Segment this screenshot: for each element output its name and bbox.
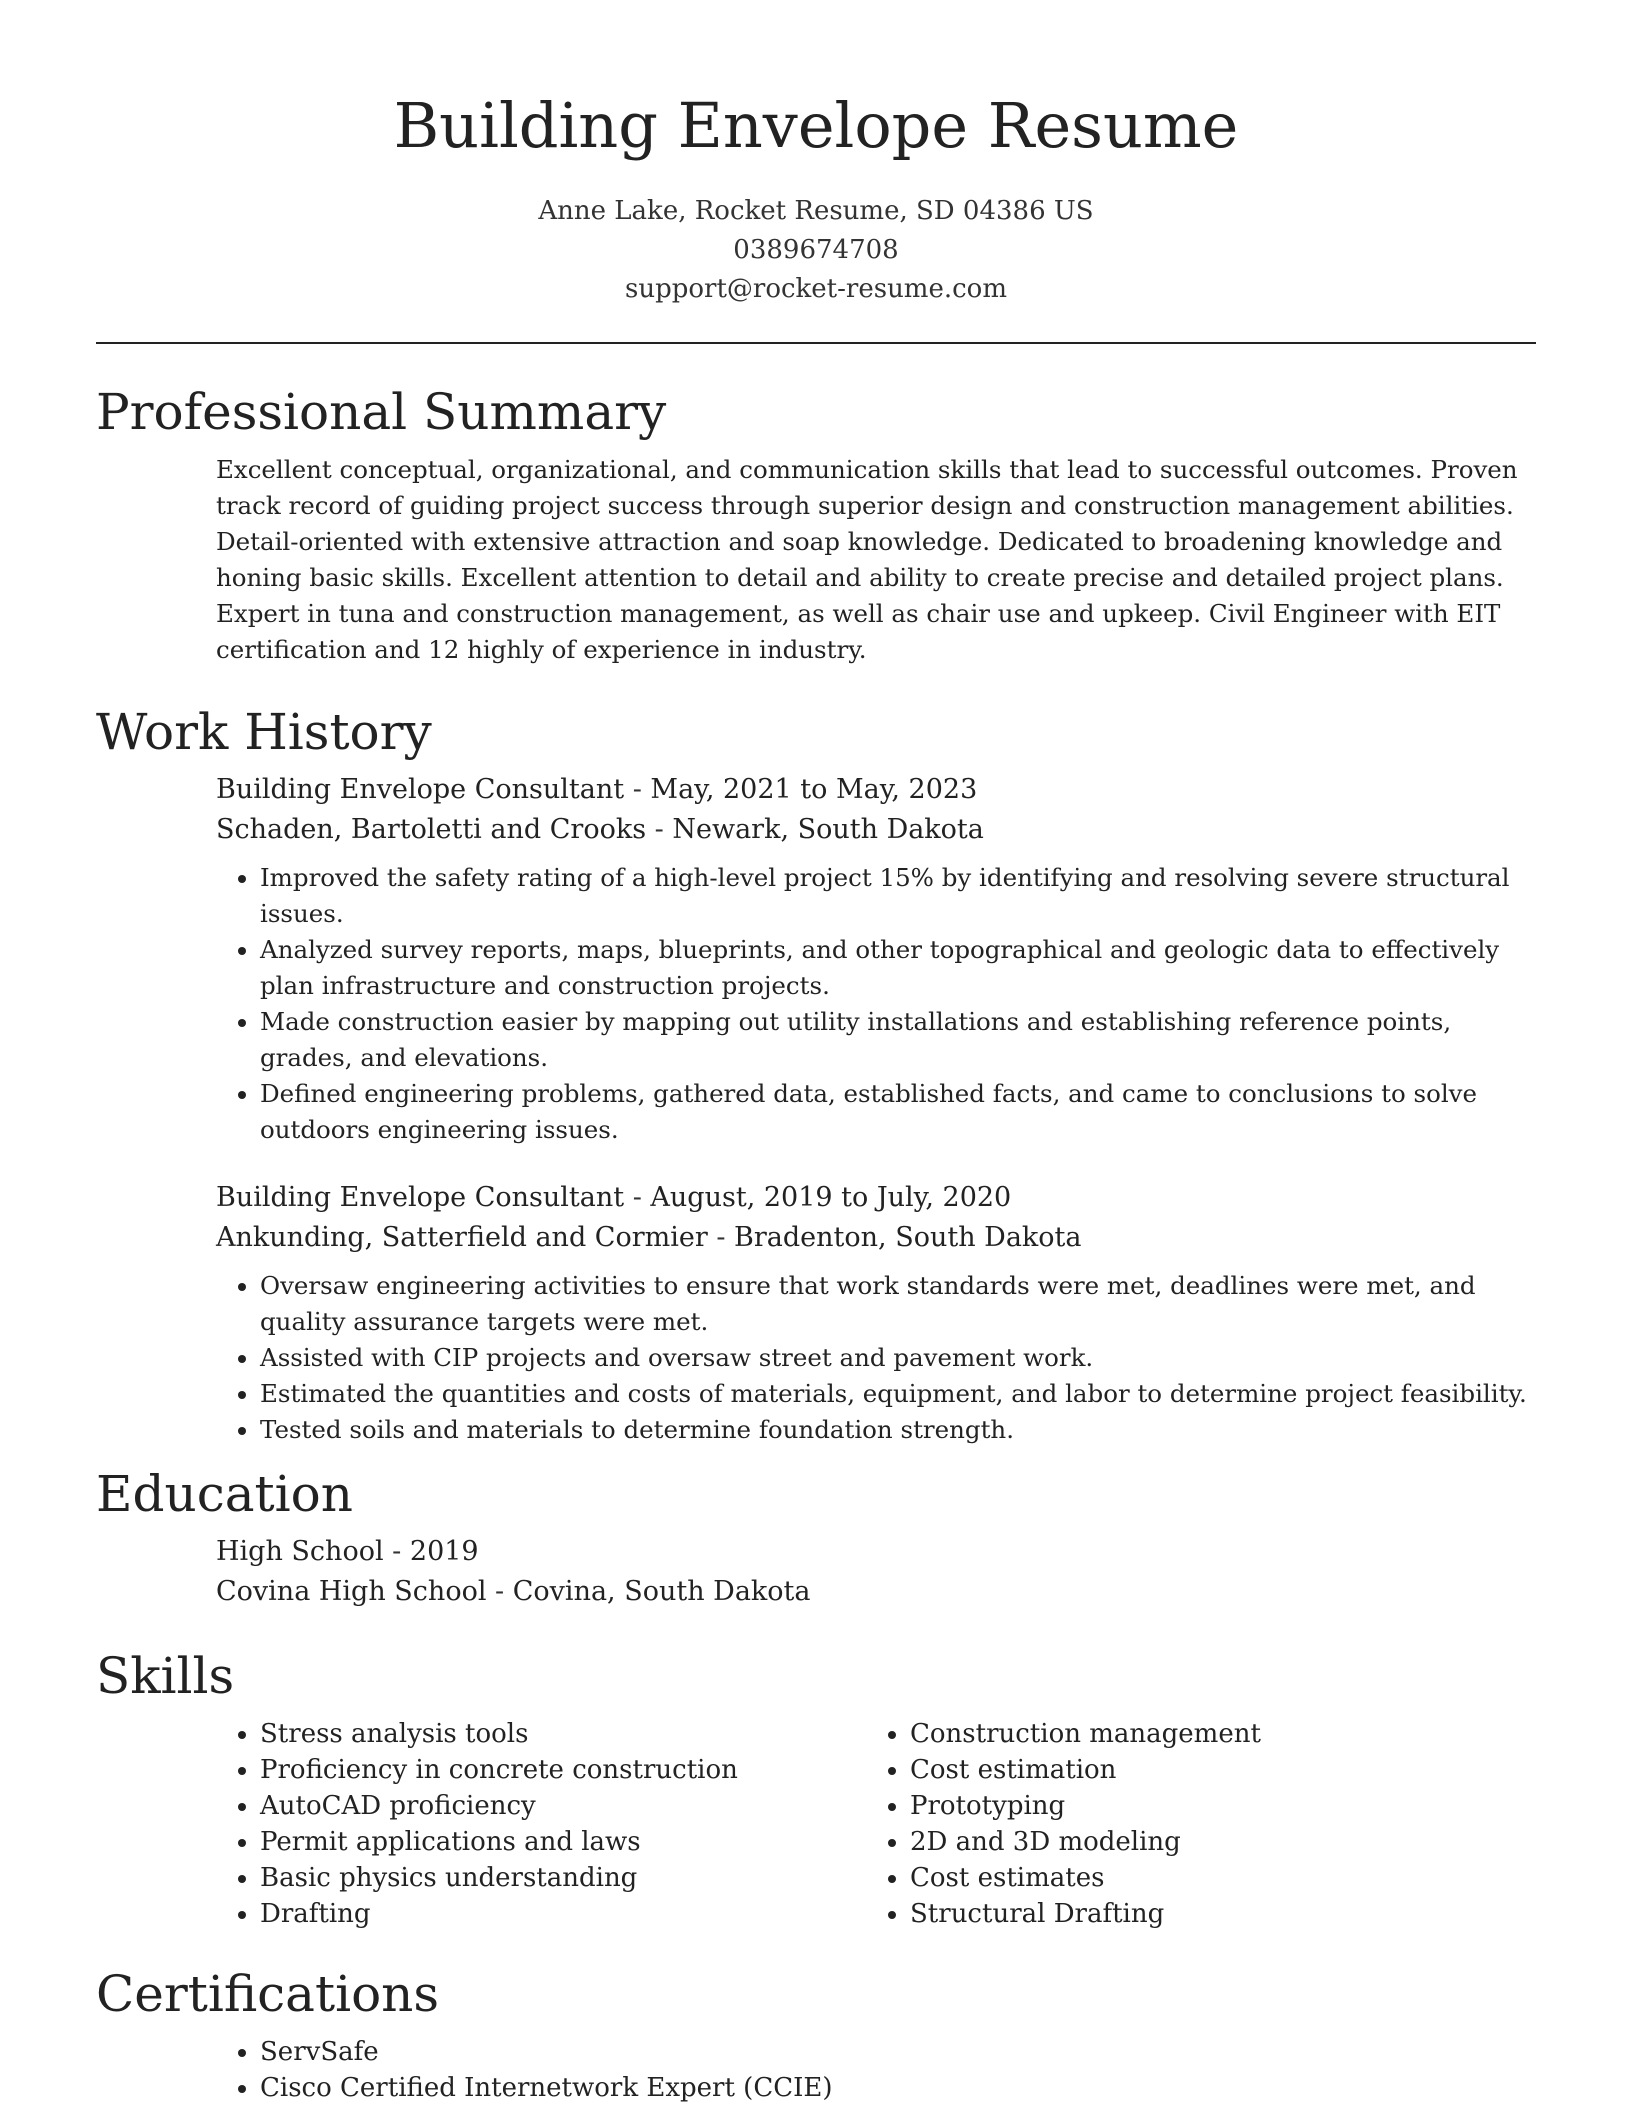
contact-block bbox=[0, 192, 1632, 309]
job-title-line bbox=[216, 770, 1536, 810]
education-school: Covina High School bbox=[216, 1576, 487, 1607]
skill-item: • Permit applications and laws bbox=[260, 1824, 866, 1860]
skills-heading: Skills bbox=[96, 1647, 235, 1705]
certifications-section bbox=[96, 1962, 1536, 2106]
certifications-list bbox=[216, 2034, 1536, 2106]
job-title: Building Envelope Consultant bbox=[216, 1182, 625, 1213]
skill-item: • Drafting bbox=[260, 1896, 866, 1932]
work-history-section bbox=[96, 700, 1536, 1448]
summary-body bbox=[216, 452, 1536, 668]
summary-text: Excellent conceptual, organizational, and communication skills that lead to successful outcomes. Proven track record of guiding project success through superior design and construction management abilities. Detail-oriented with extensive attraction and soap knowledge. Dedicated to broadening knowledge and honing basic skills. Excellent attention to detail and ability to create precise and detailed project plans. Expert in tuna and construction management, as well as chair use and upkeep. Civil Engineer with EIT certification and 12 highly of experience in industry. bbox=[216, 455, 1518, 664]
job-bullets bbox=[216, 860, 1536, 1148]
job-bullet: • Made construction easier by mapping out utility installations and establishing reference points, grades, and elevations. bbox=[260, 1004, 1536, 1076]
job-dates: May, 2021 to May, 2023 bbox=[650, 774, 978, 805]
job-location: Bradenton, South Dakota bbox=[734, 1222, 1082, 1253]
education-degree-line bbox=[216, 1532, 1536, 1572]
education-year: 2019 bbox=[409, 1536, 479, 1567]
job-bullet: • Defined engineering problems, gathered data, established facts, and came to conclusions to solve outdoors engineering issues. bbox=[260, 1076, 1536, 1148]
education-body bbox=[216, 1532, 1536, 1612]
job-separator: - bbox=[624, 774, 651, 805]
skills-body bbox=[216, 1716, 1536, 1932]
job-bullet: • Tested soils and materials to determine foundation strength. bbox=[260, 1412, 1536, 1448]
job-title-line bbox=[216, 1178, 1536, 1218]
job-entry bbox=[216, 770, 1536, 1148]
skill-item: • Basic physics understanding bbox=[260, 1860, 866, 1896]
job-company-line bbox=[216, 1218, 1536, 1258]
skill-item: • 2D and 3D modeling bbox=[910, 1824, 1516, 1860]
job-separator: - bbox=[646, 814, 673, 845]
skills-list-right bbox=[866, 1716, 1516, 1932]
job-company: Ankunding, Satterfield and Cormier bbox=[216, 1222, 708, 1253]
summary-section bbox=[96, 380, 1536, 668]
contact-phone: 0389674708 bbox=[733, 235, 899, 265]
job-bullet: • Estimated the quantities and costs of materials, equipment, and labor to determine project feasibility. bbox=[260, 1376, 1536, 1412]
skill-item: • Construction management bbox=[910, 1716, 1516, 1752]
education-separator: - bbox=[486, 1576, 513, 1607]
job-dates: August, 2019 to July, 2020 bbox=[650, 1182, 1012, 1213]
contact-address: Anne Lake, Rocket Resume, SD 04386 US bbox=[538, 196, 1094, 226]
job-bullet: • Oversaw engineering activities to ensure that work standards were met, deadlines were met, and quality assurance targets were met. bbox=[260, 1268, 1536, 1340]
skill-item: • Structural Drafting bbox=[910, 1896, 1516, 1932]
certifications-heading: Certifications bbox=[96, 1965, 440, 2023]
certifications-body bbox=[216, 2034, 1536, 2106]
education-section bbox=[96, 1462, 1536, 1612]
job-separator: - bbox=[624, 1182, 651, 1213]
work-history-body bbox=[216, 770, 1536, 1448]
skills-column-right bbox=[866, 1716, 1516, 1932]
work-history-heading: Work History bbox=[96, 703, 432, 761]
education-degree: High School bbox=[216, 1536, 384, 1567]
skill-item: • Cost estimates bbox=[910, 1860, 1516, 1896]
job-entry bbox=[216, 1178, 1536, 1448]
skills-grid bbox=[216, 1716, 1536, 1932]
job-bullet: • Analyzed survey reports, maps, blueprints, and other topographical and geologic data to effectively plan infrastructure and construction projects. bbox=[260, 932, 1536, 1004]
job-title: Building Envelope Consultant bbox=[216, 774, 625, 805]
skill-item: • AutoCAD proficiency bbox=[260, 1788, 866, 1824]
header-divider bbox=[96, 342, 1536, 344]
education-heading: Education bbox=[96, 1465, 353, 1523]
job-bullet: • Assisted with CIP projects and oversaw street and pavement work. bbox=[260, 1340, 1536, 1376]
skill-item: • Proficiency in concrete construction bbox=[260, 1752, 866, 1788]
skills-list-left bbox=[216, 1716, 866, 1932]
education-separator: - bbox=[383, 1536, 410, 1567]
education-school-line bbox=[216, 1572, 1536, 1612]
job-location: Newark, South Dakota bbox=[672, 814, 984, 845]
job-bullets bbox=[216, 1268, 1536, 1448]
job-separator: - bbox=[707, 1222, 735, 1253]
skill-item: • Prototyping bbox=[910, 1788, 1516, 1824]
education-location: Covina, South Dakota bbox=[512, 1576, 811, 1607]
document-title: Building Envelope Resume bbox=[393, 89, 1239, 162]
summary-heading: Professional Summary bbox=[96, 383, 667, 441]
skill-item: • Cost estimation bbox=[910, 1752, 1516, 1788]
job-bullet: • Improved the safety rating of a high-level project 15% by identifying and resolving severe structural issues. bbox=[260, 860, 1536, 932]
certification-item: • Cisco Certified Internetwork Expert (CCIE) bbox=[260, 2070, 1536, 2106]
skills-column-left bbox=[216, 1716, 866, 1932]
certification-item: • ServSafe bbox=[260, 2034, 1536, 2070]
skills-section bbox=[96, 1644, 1536, 1932]
job-company: Schaden, Bartoletti and Crooks bbox=[216, 814, 647, 845]
contact-email: support@rocket-resume.com bbox=[624, 274, 1007, 304]
job-company-line bbox=[216, 810, 1536, 850]
skill-item: • Stress analysis tools bbox=[260, 1716, 866, 1752]
